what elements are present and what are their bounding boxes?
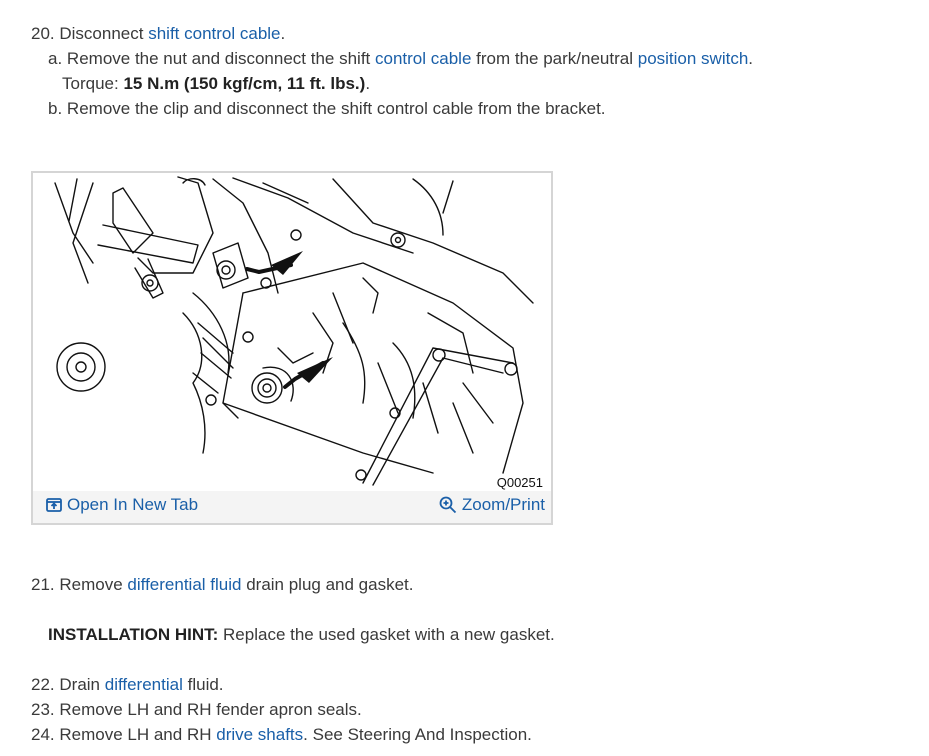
step-text: Drain [59,675,100,694]
torque-end: . [365,74,371,93]
zoom-print-label: Zoom/Print [461,495,545,514]
substep-text: Remove the clip and disconnect the shift control cable from the bracket. [66,99,606,118]
step-20a [48,48,753,70]
substep-text: from the park/neutral [476,49,633,68]
shift-control-cable-link[interactable]: shift control cable [148,24,281,43]
drive-shafts-link[interactable]: drive shafts [216,725,304,744]
zoom-in-icon [439,496,457,514]
zoom-print-button[interactable] [439,495,545,515]
illustration-figure [31,171,553,525]
figure-id: Q00251 [496,475,543,490]
figure-action-bar [33,491,551,523]
step-number: 22. [31,675,55,694]
step-number: 20. [31,24,55,43]
step-text: . [280,24,286,43]
step-number: 21. [31,575,55,594]
substep-text: Remove the nut and disconnect the shift [66,49,371,68]
step-text: Remove [59,575,123,594]
step-24 [31,724,532,746]
hint-text: Replace the used gasket with a new gasket. [223,625,555,644]
open-in-new-tab-icon [46,498,62,512]
step-text: Remove LH and RH [59,725,212,744]
step-23 [31,699,362,721]
torque-label: Torque: [62,74,119,93]
position-switch-link[interactable]: position switch [637,49,749,68]
torque-value: 15 N.m (150 kgf/cm, 11 ft. lbs.) [123,74,366,93]
differential-link[interactable]: differential [104,675,183,694]
open-in-new-tab-label: Open In New Tab [67,495,199,514]
step-20b [48,98,606,120]
step-text: Remove LH and RH fender apron seals. [59,700,362,719]
substep-marker: b. [48,99,63,118]
step-22 [31,674,224,696]
installation-hint [48,624,555,646]
torque-spec [62,73,370,95]
step-number: 23. [31,700,55,719]
step-21 [31,574,414,596]
step-20 [31,23,285,45]
substep-text: . [748,49,754,68]
hint-label: INSTALLATION HINT: [48,625,219,644]
step-text: Disconnect [59,24,144,43]
step-number: 24. [31,725,55,744]
substep-marker: a. [48,49,63,68]
open-in-new-tab-button[interactable] [46,495,198,515]
step-text: . See Steering And Inspection. [303,725,532,744]
control-cable-link[interactable]: control cable [375,49,472,68]
transaxle-illustration [33,173,551,491]
differential-fluid-link[interactable]: differential fluid [127,575,242,594]
step-text: drain plug and gasket. [246,575,414,594]
step-text: fluid. [187,675,224,694]
